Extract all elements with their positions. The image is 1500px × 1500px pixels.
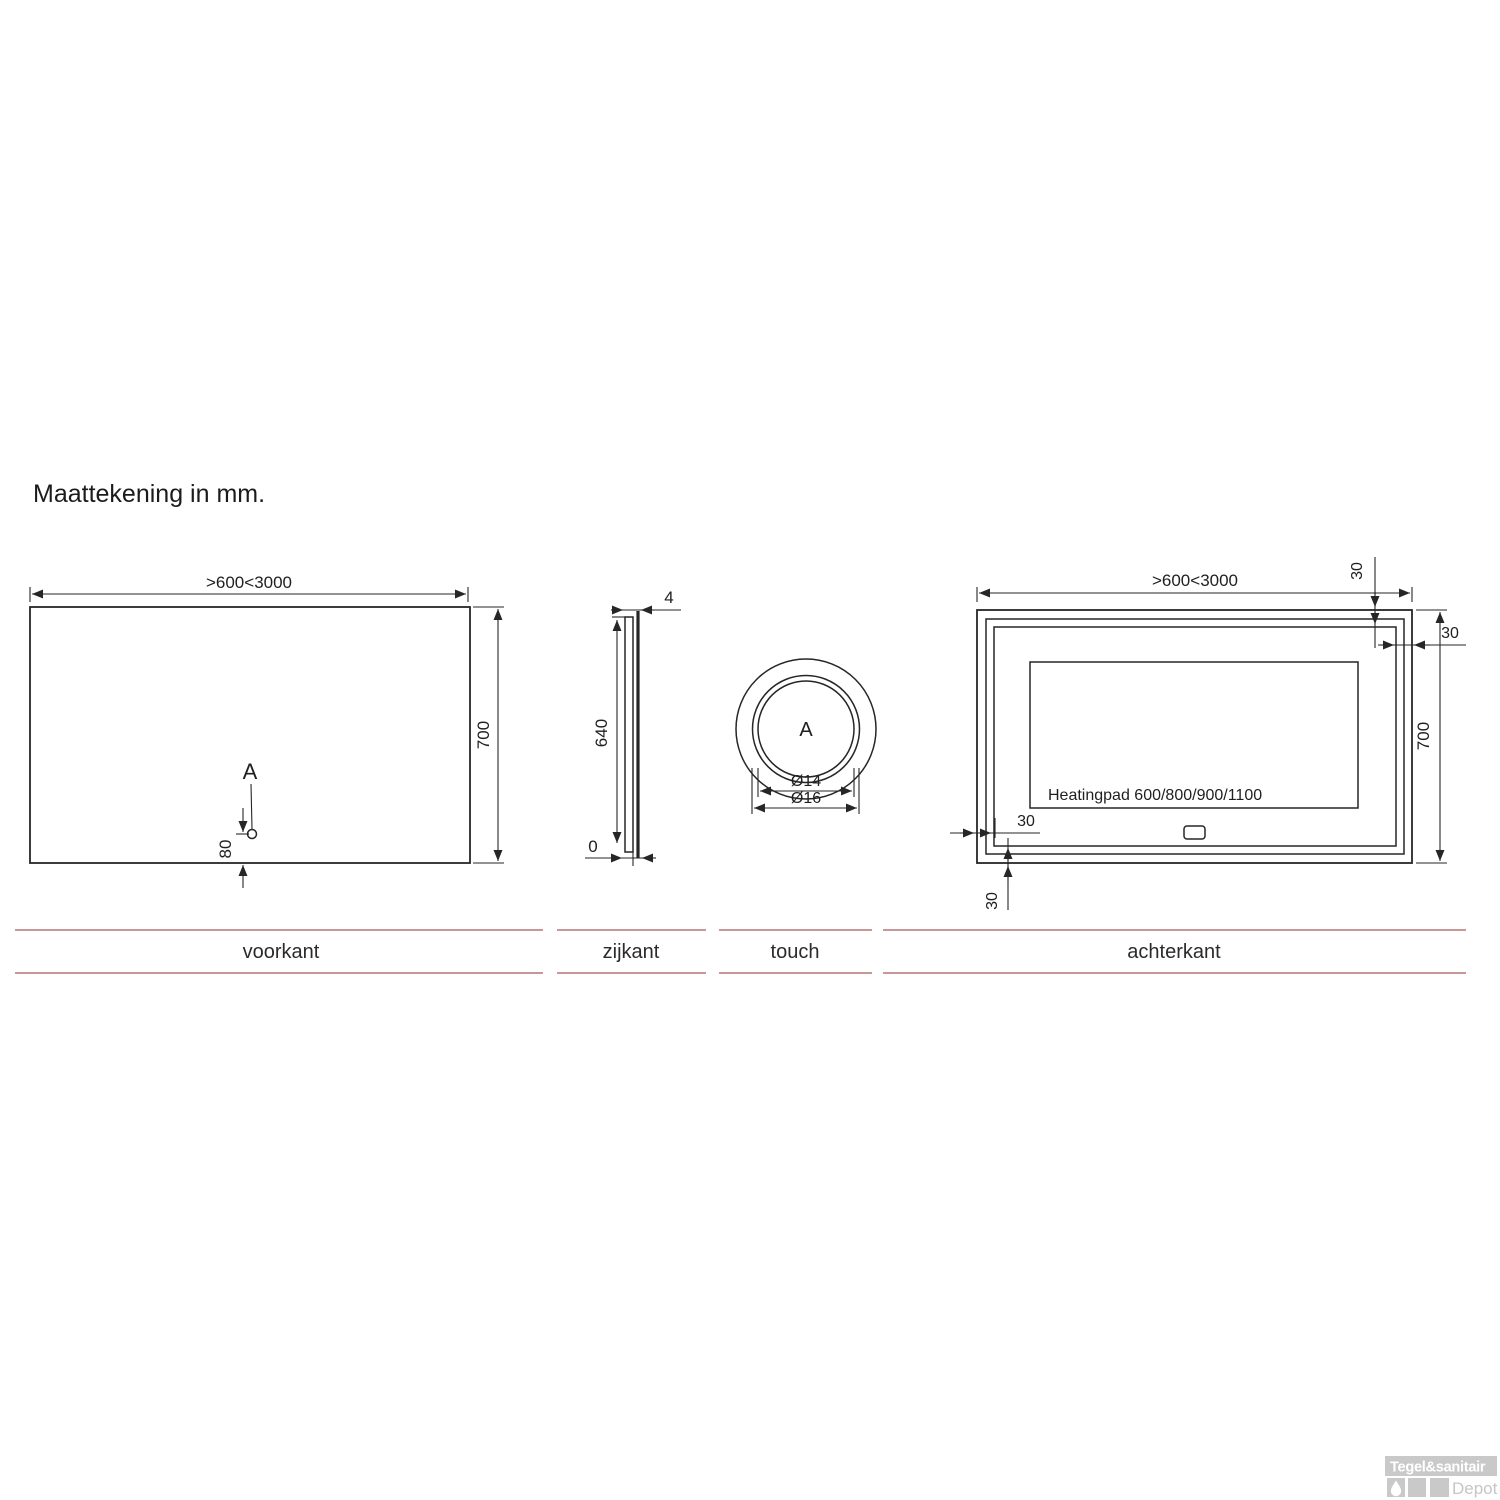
- dimension-width-label: >600<3000: [205, 573, 293, 592]
- heatingpad-label: Heatingpad 600/800/900/1100: [1048, 787, 1263, 804]
- dimension-height-label: 700: [474, 720, 493, 750]
- voorkant-view: [30, 573, 504, 888]
- leader-line: [251, 784, 252, 829]
- brand-logo: [1385, 1456, 1498, 1498]
- mirror-back-outline: [977, 610, 1412, 863]
- sensor-offset-label: 80: [216, 839, 235, 859]
- achterkant-view: [950, 557, 1466, 910]
- led-frame-outer: [986, 619, 1404, 854]
- logo-secondary-text: Depot: [1452, 1479, 1498, 1498]
- view-label-zijkant: zijkant: [602, 941, 660, 963]
- led-frame-inner: [994, 627, 1396, 846]
- logo-square: [1408, 1478, 1426, 1497]
- view-label-achterkant: achterkant: [1127, 941, 1221, 963]
- logo-square: [1430, 1478, 1449, 1497]
- touch-view: [736, 659, 876, 814]
- view-label-touch: touch: [770, 941, 820, 963]
- offset-top-label: 30: [1349, 562, 1366, 580]
- outer-diameter-label: Ø16: [790, 790, 822, 807]
- logo-primary-text: Tegel&sanitair: [1390, 1459, 1486, 1476]
- mirror-side-profile: [625, 617, 633, 852]
- junction-box: [1184, 826, 1205, 839]
- touch-callout-label: A: [799, 719, 813, 741]
- side-height-label: 640: [592, 718, 611, 748]
- thickness-label: 4: [664, 588, 674, 607]
- view-label-voorkant: voorkant: [242, 941, 320, 963]
- offset-left-label: 30: [1017, 813, 1035, 830]
- back-height-label: 700: [1414, 721, 1433, 751]
- bottom-offset-label: 0: [588, 837, 598, 856]
- sensor-callout-label: A: [242, 759, 258, 784]
- back-width-label: >600<3000: [1151, 571, 1239, 590]
- inner-diameter-label: Ø14: [790, 773, 822, 790]
- mirror-front-outline: [30, 607, 470, 863]
- zijkant-view: [585, 588, 681, 866]
- offset-right-label: 30: [1441, 625, 1459, 642]
- page-title: Maattekening in mm.: [33, 480, 266, 508]
- offset-bottom-label: 30: [984, 892, 1001, 910]
- view-label-band: [15, 930, 1466, 973]
